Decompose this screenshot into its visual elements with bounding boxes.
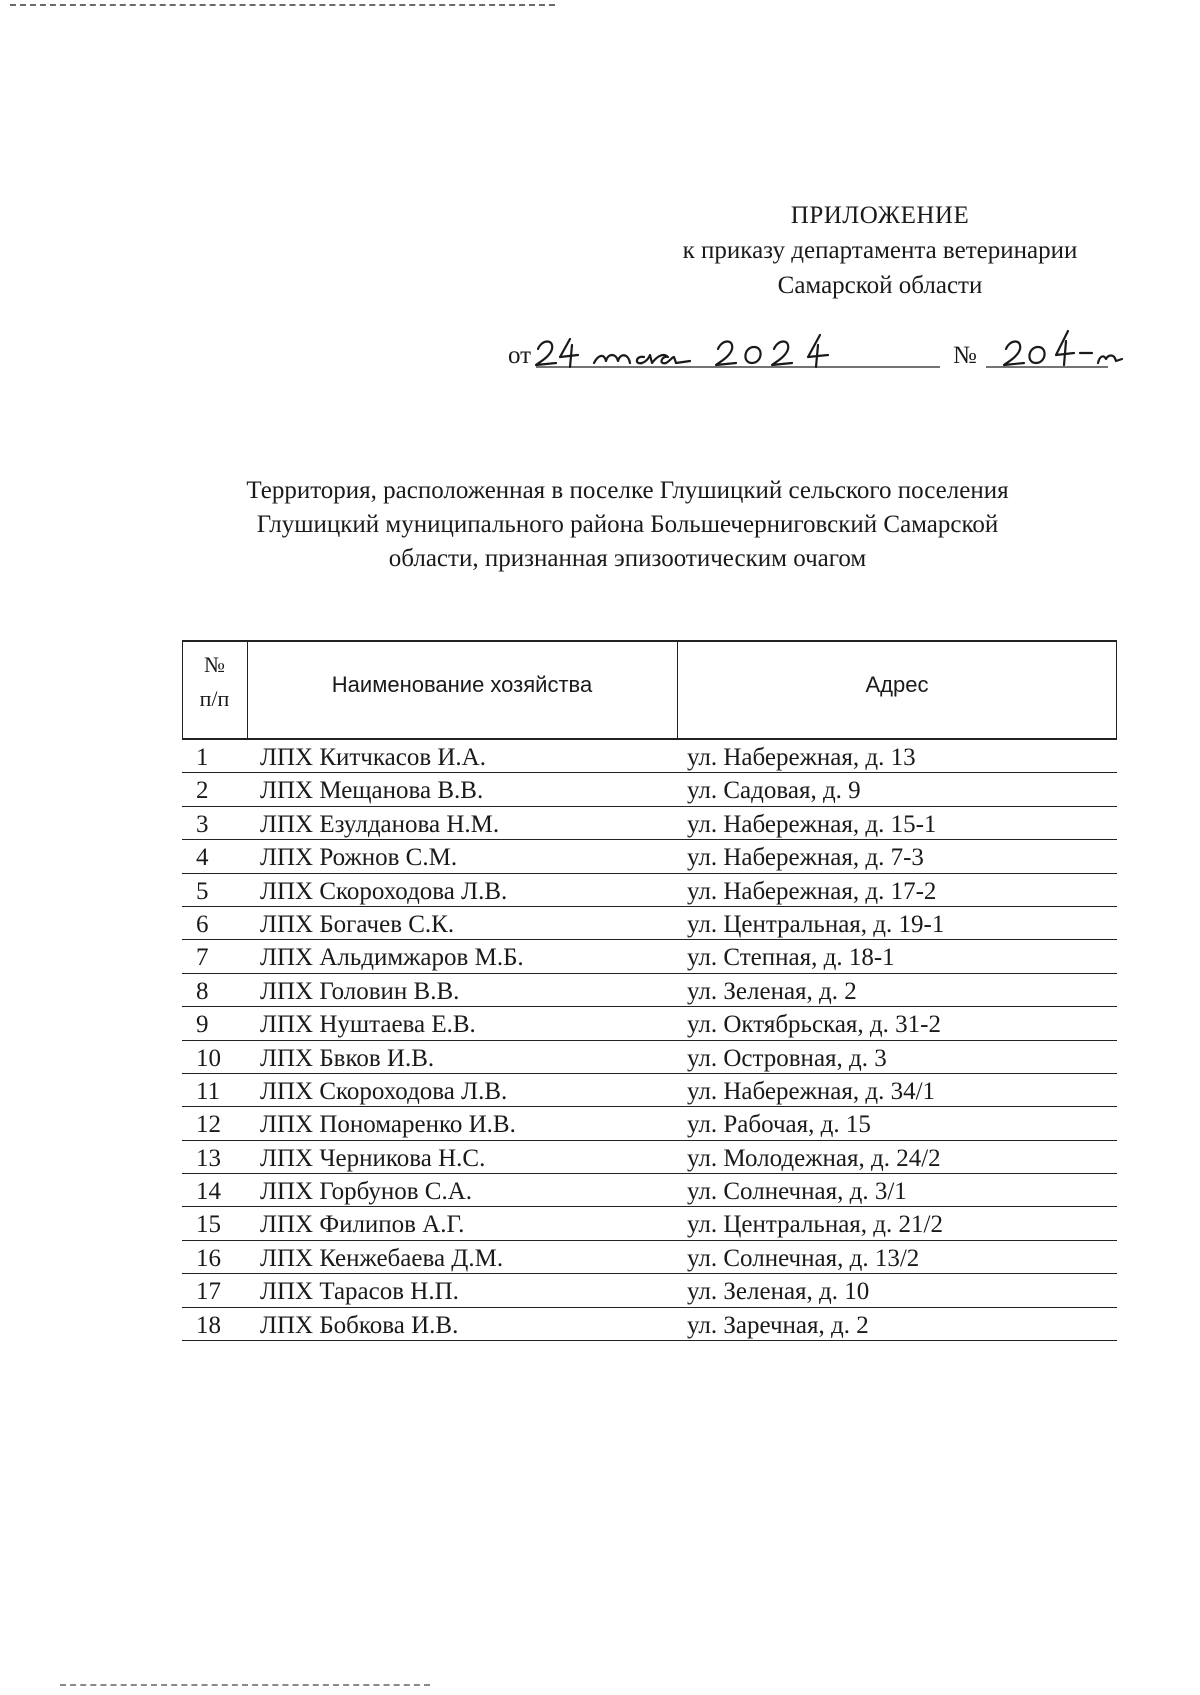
- table-row: [182, 1041, 1117, 1074]
- row-number: 11: [196, 1077, 221, 1105]
- table-row: [182, 773, 1117, 806]
- table-row: [182, 940, 1117, 973]
- row-number: 3: [196, 810, 209, 838]
- table-row: [182, 1207, 1117, 1240]
- row-number: 7: [196, 944, 209, 972]
- row-address: ул. Набережная, д. 15-1: [687, 810, 937, 838]
- header-farm-name: Наименование хозяйства: [331, 672, 593, 697]
- row-farm-name: ЛПХ Скороходова Л.В.: [260, 877, 508, 905]
- row-number: 18: [196, 1311, 221, 1339]
- table-row: [182, 807, 1117, 840]
- table-row: [182, 1007, 1117, 1040]
- row-farm-name: ЛПХ Скороходова Л.В.: [260, 1077, 508, 1105]
- row-address: ул. Солнечная, д. 13/2: [687, 1244, 920, 1272]
- table-row: [182, 874, 1117, 907]
- row-number: 2: [196, 777, 209, 805]
- table-row: [182, 840, 1117, 873]
- row-address: ул. Заречная, д. 2: [687, 1311, 869, 1339]
- row-farm-name: ЛПХ Пономаренко И.В.: [260, 1111, 516, 1139]
- row-number: 10: [196, 1044, 221, 1072]
- table-body: [182, 740, 1117, 1341]
- appendix-heading: ПРИЛОЖЕНИЕ: [790, 202, 970, 229]
- row-address: ул. Набережная, д. 17-2: [687, 877, 937, 905]
- row-farm-name: ЛПХ Горбунов С.А.: [260, 1178, 472, 1206]
- header-number-abbr: п/п: [199, 686, 230, 711]
- row-address: ул. Солнечная, д. 3/1: [687, 1178, 907, 1206]
- row-farm-name: ЛПХ Филипов А.Г.: [260, 1211, 465, 1239]
- row-address: ул. Центральная, д. 21/2: [687, 1211, 943, 1239]
- row-farm-name: ЛПХ Езулданова Н.М.: [260, 810, 500, 838]
- row-address: ул. Набережная, д. 34/1: [687, 1077, 936, 1105]
- row-farm-name: ЛПХ Мещанова В.В.: [260, 777, 484, 805]
- document-title: [170, 474, 1085, 576]
- title-line-3: области, признанная эпизоотическим очагом: [388, 545, 867, 572]
- row-farm-name: ЛПХ Черникова Н.С.: [260, 1144, 486, 1172]
- row-farm-name: ЛПХ Китчкасов И.А.: [260, 744, 486, 771]
- row-number: 14: [196, 1178, 221, 1206]
- table-row: [182, 1308, 1117, 1341]
- row-number: 12: [196, 1111, 221, 1139]
- row-farm-name: ЛПХ Рожнов С.М.: [260, 844, 458, 872]
- row-farm-name: ЛПХ Бвков И.В.: [260, 1044, 435, 1072]
- row-number: 15: [196, 1211, 221, 1239]
- table-row: [182, 1174, 1117, 1207]
- table-row: [182, 1241, 1117, 1274]
- row-address: ул. Садовая, д. 9: [687, 777, 861, 805]
- row-farm-name: ЛПХ Головин В.В.: [260, 977, 460, 1005]
- row-number: 5: [196, 877, 209, 905]
- table-row: [182, 907, 1117, 940]
- header-address: Адрес: [865, 672, 929, 697]
- row-number: 8: [196, 977, 209, 1005]
- table-row: [182, 1274, 1117, 1307]
- date-prefix: от: [508, 342, 532, 369]
- table-header: [182, 640, 1117, 740]
- title-line-2: Глушицкий муниципального района Большечерниговский Самарской: [256, 511, 999, 538]
- appendix-block: [660, 198, 1100, 303]
- row-number: 9: [196, 1011, 209, 1039]
- row-number: 16: [196, 1244, 221, 1272]
- order-date-number-line: [508, 325, 1128, 375]
- row-farm-name: ЛПХ Альдимжаров М.Б.: [260, 944, 524, 972]
- row-address: ул. Зеленая, д. 10: [687, 1278, 870, 1306]
- table-row: [182, 1107, 1117, 1140]
- row-farm-name: ЛПХ Кенжебаева Д.М.: [260, 1244, 504, 1272]
- header-number-symbol: №: [204, 652, 225, 677]
- row-address: ул. Молодежная, д. 24/2: [687, 1144, 941, 1172]
- row-farm-name: ЛПХ Бобкова И.В.: [260, 1311, 459, 1339]
- row-number: 1: [196, 744, 209, 771]
- row-address: ул. Набережная, д. 13: [687, 744, 916, 771]
- title-line-1: Территория, расположенная в поселке Глушицкий сельского поселения: [246, 477, 1009, 504]
- row-farm-name: ЛПХ Тарасов Н.П.: [260, 1278, 459, 1306]
- row-farm-name: ЛПХ Нуштаева Е.В.: [260, 1011, 476, 1039]
- row-number: 6: [196, 910, 209, 938]
- appendix-line-2: Самарской области: [777, 272, 983, 299]
- table-row: [182, 1074, 1117, 1107]
- table-row: [182, 1141, 1117, 1174]
- row-number: 17: [196, 1278, 221, 1306]
- row-address: ул. Набережная, д. 7-3: [687, 844, 924, 872]
- row-address: ул. Рабочая, д. 15: [687, 1111, 871, 1139]
- table-row: [182, 974, 1117, 1007]
- row-address: ул. Октябрьская, д. 31-2: [687, 1011, 941, 1039]
- appendix-line-1: к приказу департамента ветеринарии: [682, 237, 1078, 264]
- row-address: ул. Центральная, д. 19-1: [687, 910, 945, 938]
- row-address: ул. Островная, д. 3: [687, 1044, 887, 1072]
- row-address: ул. Зеленая, д. 2: [687, 977, 857, 1005]
- handwritten-date-number: [508, 325, 1128, 375]
- row-address: ул. Степная, д. 18-1: [687, 944, 895, 972]
- header-number: [182, 648, 247, 716]
- number-prefix: №: [953, 342, 977, 369]
- table-row: [182, 740, 1117, 773]
- row-number: 4: [196, 844, 209, 872]
- row-number: 13: [196, 1144, 221, 1172]
- farms-table: [182, 640, 1117, 1341]
- scan-edge-mark: [10, 4, 555, 6]
- scan-edge-mark: [60, 1684, 430, 1686]
- row-farm-name: ЛПХ Богачев С.К.: [260, 910, 455, 938]
